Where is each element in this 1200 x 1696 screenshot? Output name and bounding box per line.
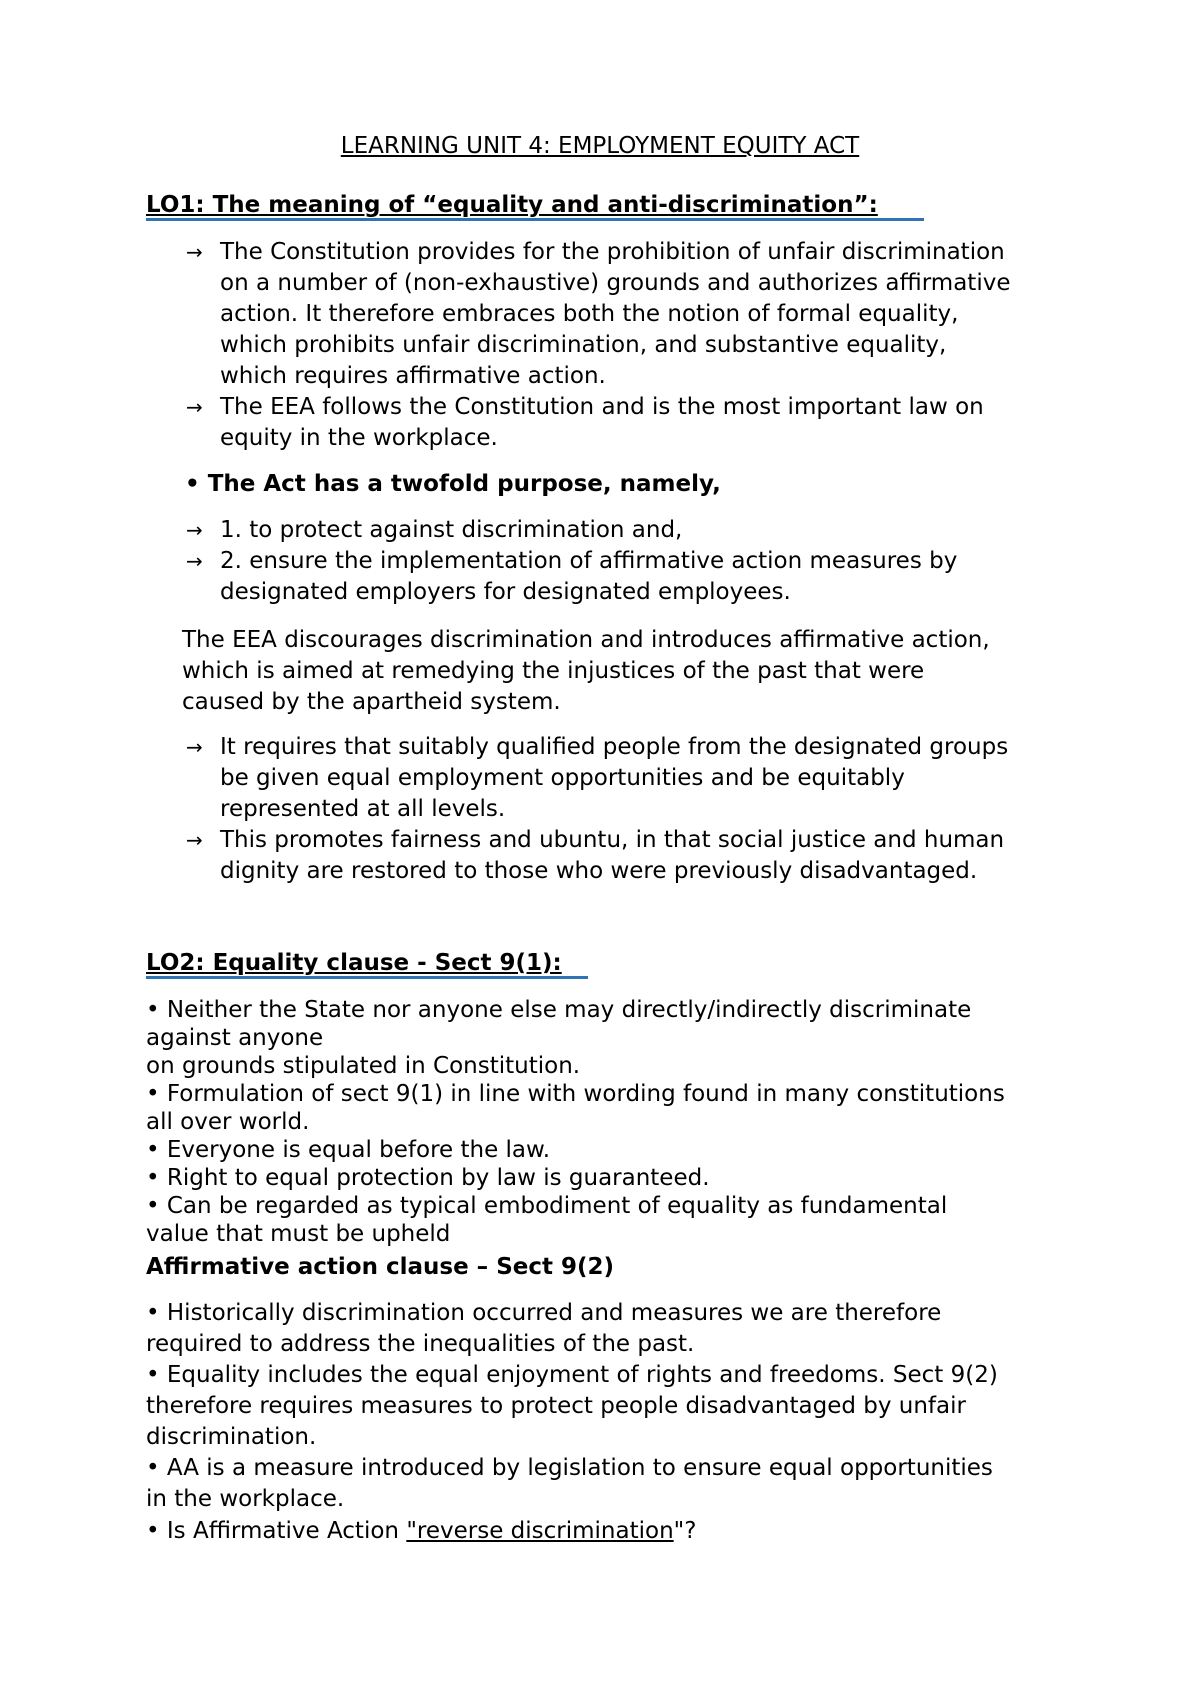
question-suffix: "? bbox=[673, 1518, 697, 1544]
arrow-icon: → bbox=[186, 549, 203, 573]
lo1-point-2 bbox=[186, 392, 1086, 454]
lo1-point-2-text: The EEA follows the Constitution and is the most important law on equity in the workplace. bbox=[220, 394, 984, 451]
requirement-1-text: It requires that suitably qualified people from the designated groups be given equal employment opportunities and be equitably represented at all levels. bbox=[220, 734, 1009, 822]
reverse-discrimination-link[interactable]: "reverse discrimination bbox=[406, 1518, 674, 1544]
lo2-heading: LO2: Equality clause - Sect 9(1): bbox=[146, 950, 562, 976]
aa-clause-heading: Affirmative action clause – Sect 9(2) bbox=[146, 1254, 615, 1280]
reverse-discrimination-question bbox=[146, 1516, 696, 1547]
purpose-2 bbox=[186, 546, 1086, 608]
requirement-1 bbox=[186, 732, 1086, 825]
arrow-icon: → bbox=[186, 518, 203, 542]
purpose-1 bbox=[186, 515, 1086, 546]
lo1-point-1-text: The Constitution provides for the prohibition of unfair discrimination on a number of (non-exhaustive) grounds and authorizes affirmative action. It therefore embraces both the notion of formal equality, which prohibits unfair discrimination, and substantive equality, which requires affirmative action. bbox=[220, 239, 1011, 389]
arrow-icon: → bbox=[186, 240, 203, 264]
lo1-heading-underline bbox=[146, 218, 924, 221]
arrow-icon: → bbox=[186, 828, 203, 852]
purpose-heading: • The Act has a twofold purpose, namely, bbox=[185, 471, 721, 497]
requirement-2-text: This promotes fairness and ubuntu, in that social justice and human dignity are restored to those who were previously disadvantaged. bbox=[220, 827, 1005, 884]
arrow-icon: → bbox=[186, 735, 203, 759]
eea-paragraph: The EEA discourages discrimination and introduces affirmative action, which is aimed at remedying the injustices of the past that were caused by the apartheid system. bbox=[182, 627, 990, 715]
lo1-point-1 bbox=[186, 237, 1086, 392]
lo1-heading: LO1: The meaning of “equality and anti-discrimination”: bbox=[146, 192, 878, 218]
purpose-1-text: 1. to protect against discrimination and, bbox=[220, 517, 683, 543]
requirement-2 bbox=[186, 825, 1086, 887]
purpose-2-text: 2. ensure the implementation of affirmative action measures by designated employers for designated employees. bbox=[220, 548, 958, 605]
lo2-heading-underline bbox=[146, 976, 588, 979]
question-prefix: • Is Affirmative Action bbox=[146, 1518, 407, 1544]
arrow-icon: → bbox=[186, 395, 203, 419]
equality-clause-text: • Neither the State nor anyone else may directly/indirectly discriminate against anyone on grounds stipulated in Constitution. • Formulation of sect 9(1) in line with wording found in many constitutions all over world. • Everyone is equal before the law. • Right to equal protection by law is guaranteed. • Can be regarded as typical embodiment of equality as fundamental value that must be upheld bbox=[146, 997, 1005, 1247]
aa-clause-text: • Historically discrimination occurred and measures we are therefore required to address the inequalities of the past. • Equality includes the equal enjoyment of rights and freedoms. Sect 9(2) therefore requires measures to protect people disadvantaged by unfair discrimination. • AA is a measure introduced by legislation to ensure equal opportunities in the workplace. bbox=[146, 1300, 998, 1512]
page-title: LEARNING UNIT 4: EMPLOYMENT EQUITY ACT bbox=[340, 133, 860, 159]
